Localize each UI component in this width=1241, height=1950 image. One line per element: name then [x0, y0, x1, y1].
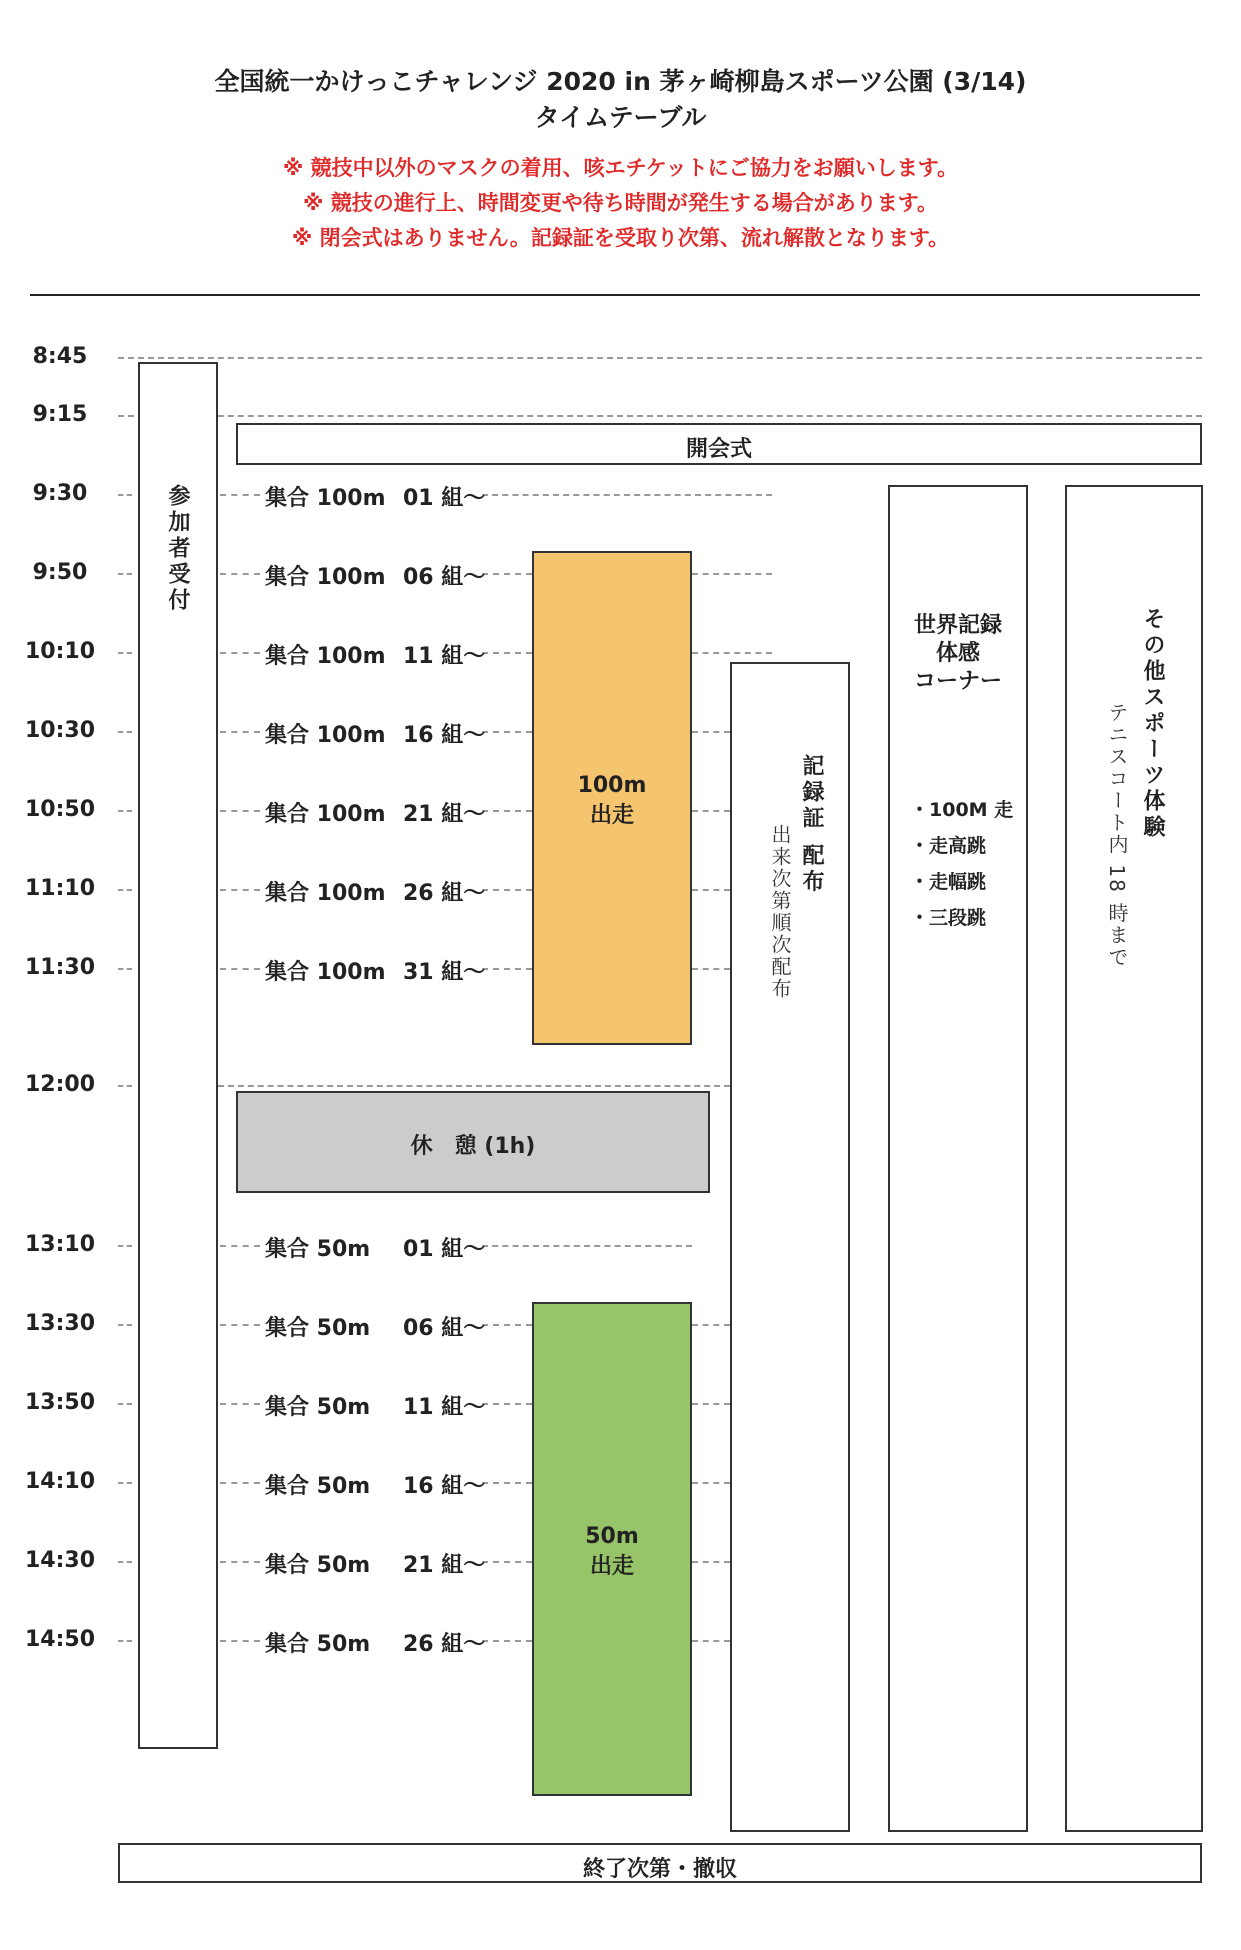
notice-no-closing: ※ 閉会式はありません。記録証を受取り次第、流れ解散となります。 — [291, 226, 950, 250]
time-label: 9:50 — [32, 560, 88, 585]
guide-line — [692, 731, 730, 733]
call-event: 集合 50m — [265, 1632, 371, 1657]
time-label: 10:10 — [24, 639, 96, 664]
call-50m-row — [265, 1311, 485, 1339]
certificate-column — [730, 662, 850, 1832]
guide-line — [220, 968, 260, 970]
guide-line — [118, 731, 132, 733]
notice-mask: ※ 競技中以外のマスクの着用、咳エチケットにご協力をお願いします。 — [282, 156, 959, 180]
call-group: 16 組〜 — [403, 723, 486, 748]
guide-line — [692, 1324, 730, 1326]
guide-line — [482, 1245, 692, 1247]
call-event: 集合 100m — [265, 802, 386, 827]
run-100m-label — [534, 771, 690, 831]
call-group: 21 組〜 — [403, 1553, 486, 1578]
call-event: 集合 50m — [265, 1474, 371, 1499]
guide-line — [220, 652, 260, 654]
break-label: 休 憩 (1h) — [410, 1134, 536, 1159]
guide-line — [118, 573, 132, 575]
guide-line — [220, 1561, 260, 1563]
run-100m-distance: 100m — [577, 773, 647, 798]
call-50m-row — [265, 1548, 485, 1576]
guide-line — [692, 1640, 730, 1642]
call-group: 26 組〜 — [403, 1632, 486, 1657]
notice-schedule-change: ※ 競技の進行上、時間変更や待ち時間が発生する場合があります。 — [302, 191, 939, 215]
time-label: 11:10 — [24, 876, 96, 901]
world-record-title-line: コーナー — [913, 669, 1002, 694]
call-100m-row — [265, 718, 485, 746]
guide-line — [118, 652, 132, 654]
guide-line — [220, 573, 260, 575]
call-group: 21 組〜 — [403, 802, 486, 827]
guide-line — [220, 1324, 260, 1326]
reception-bar — [138, 362, 218, 1749]
guide-line — [482, 1482, 532, 1484]
time-label: 10:30 — [24, 718, 96, 743]
other-sports-column — [1065, 485, 1203, 1832]
guide-line — [118, 1245, 132, 1247]
guide-line — [692, 968, 730, 970]
guide-line — [482, 731, 532, 733]
world-record-item: ・走高跳 — [910, 835, 987, 857]
time-label: 9:15 — [32, 402, 88, 427]
guide-line — [220, 1482, 260, 1484]
guide-line — [218, 1085, 730, 1087]
time-label: 11:30 — [24, 955, 96, 980]
guide-line — [482, 652, 532, 654]
guide-line — [692, 810, 730, 812]
run-50m-distance: 50m — [585, 1524, 639, 1549]
guide-line — [482, 1403, 532, 1405]
end-bar — [118, 1843, 1202, 1883]
guide-line — [482, 1561, 532, 1563]
call-group: 06 組〜 — [403, 1316, 486, 1341]
run-50m-block — [532, 1302, 692, 1796]
guide-line — [482, 889, 532, 891]
guide-line — [118, 1403, 132, 1405]
guide-line — [118, 810, 132, 812]
call-group: 01 組〜 — [403, 1237, 486, 1262]
header-divider — [30, 294, 1200, 296]
world-record-list — [910, 792, 1013, 936]
time-label: 8:45 — [32, 344, 88, 369]
world-record-column — [888, 485, 1028, 1832]
run-100m-text: 出走 — [589, 803, 634, 828]
certificate-title: 記録証 配布 — [799, 754, 824, 896]
guide-line — [220, 889, 260, 891]
world-record-title-line: 世界記録 — [913, 613, 1002, 638]
time-label: 14:30 — [24, 1548, 96, 1573]
call-group: 11 組〜 — [403, 644, 486, 669]
time-label: 13:10 — [24, 1232, 96, 1257]
guide-line — [118, 494, 132, 496]
guide-line — [482, 573, 532, 575]
call-event: 集合 50m — [265, 1316, 371, 1341]
guide-line — [482, 1324, 532, 1326]
break-block — [236, 1091, 710, 1193]
page-subtitle: タイムテーブル — [534, 103, 707, 132]
call-100m-row — [265, 797, 485, 825]
call-50m-row — [265, 1469, 485, 1497]
call-event: 集合 50m — [265, 1553, 371, 1578]
call-100m-row — [265, 639, 485, 667]
world-record-item: ・100M 走 — [910, 799, 1014, 821]
world-record-title — [890, 612, 1026, 696]
time-label: 10:50 — [24, 797, 96, 822]
guide-line — [118, 1085, 132, 1087]
call-50m-row — [265, 1390, 485, 1418]
call-100m-row — [265, 876, 485, 904]
run-50m-text: 出走 — [589, 1554, 634, 1579]
call-event: 集合 100m — [265, 960, 386, 985]
call-group: 26 組〜 — [403, 881, 486, 906]
guide-line — [220, 731, 260, 733]
opening-ceremony-label: 開会式 — [685, 437, 752, 462]
time-label: 13:50 — [24, 1390, 96, 1415]
guide-line — [118, 968, 132, 970]
call-100m-row — [265, 481, 485, 509]
time-label: 13:30 — [24, 1311, 96, 1336]
time-label: 12:00 — [24, 1072, 96, 1097]
call-100m-row — [265, 955, 485, 983]
guide-line — [692, 1482, 730, 1484]
guide-line — [692, 1403, 730, 1405]
run-50m-label — [534, 1522, 690, 1582]
guide-line — [692, 889, 730, 891]
call-100m-row — [265, 560, 485, 588]
guide-line — [118, 1561, 132, 1563]
guide-line — [220, 810, 260, 812]
call-group: 06 組〜 — [403, 565, 486, 590]
guide-line — [692, 573, 772, 575]
time-label: 9:30 — [32, 481, 88, 506]
certificate-note: 出来次第順次配布 — [768, 824, 792, 1000]
guide-line — [482, 494, 772, 496]
other-sports-note: テニスコート内 18 時まで — [1105, 702, 1129, 969]
call-50m-row — [265, 1232, 485, 1260]
call-group: 31 組〜 — [403, 960, 486, 985]
call-group: 11 組〜 — [403, 1395, 486, 1420]
call-event: 集合 100m — [265, 881, 386, 906]
guide-line — [220, 1245, 260, 1247]
time-label: 14:50 — [24, 1627, 96, 1652]
guide-line — [118, 357, 1202, 359]
guide-line — [220, 494, 260, 496]
guide-line — [118, 1640, 132, 1642]
guide-line — [692, 1561, 730, 1563]
world-record-title-line: 体感 — [935, 641, 980, 666]
time-label: 14:10 — [24, 1469, 96, 1494]
call-50m-row — [265, 1627, 485, 1655]
guide-line — [482, 968, 532, 970]
guide-line — [482, 1640, 532, 1642]
guide-line — [482, 810, 532, 812]
run-100m-block — [532, 551, 692, 1045]
guide-line — [118, 889, 132, 891]
guide-line — [118, 1482, 132, 1484]
call-event: 集合 100m — [265, 486, 386, 511]
call-event: 集合 100m — [265, 565, 386, 590]
call-group: 01 組〜 — [403, 486, 486, 511]
guide-line — [118, 415, 1202, 417]
reception-label: 参加者受付 — [165, 484, 190, 614]
opening-ceremony-bar — [236, 423, 1202, 465]
world-record-item: ・走幅跳 — [910, 871, 987, 893]
other-sports-title: その他スポーツ体験 — [1140, 607, 1165, 841]
call-group: 16 組〜 — [403, 1474, 486, 1499]
call-event: 集合 50m — [265, 1395, 371, 1420]
call-event: 集合 50m — [265, 1237, 371, 1262]
end-label: 終了次第・撤収 — [582, 1857, 737, 1882]
guide-line — [692, 652, 772, 654]
world-record-item: ・三段跳 — [910, 907, 987, 929]
call-event: 集合 100m — [265, 644, 386, 669]
guide-line — [220, 1403, 260, 1405]
guide-line — [118, 1324, 132, 1326]
call-event: 集合 100m — [265, 723, 386, 748]
guide-line — [220, 1640, 260, 1642]
page-title: 全国統一かけっこチャレンジ 2020 in 茅ヶ崎柳島スポーツ公園 (3/14) — [214, 67, 1027, 96]
